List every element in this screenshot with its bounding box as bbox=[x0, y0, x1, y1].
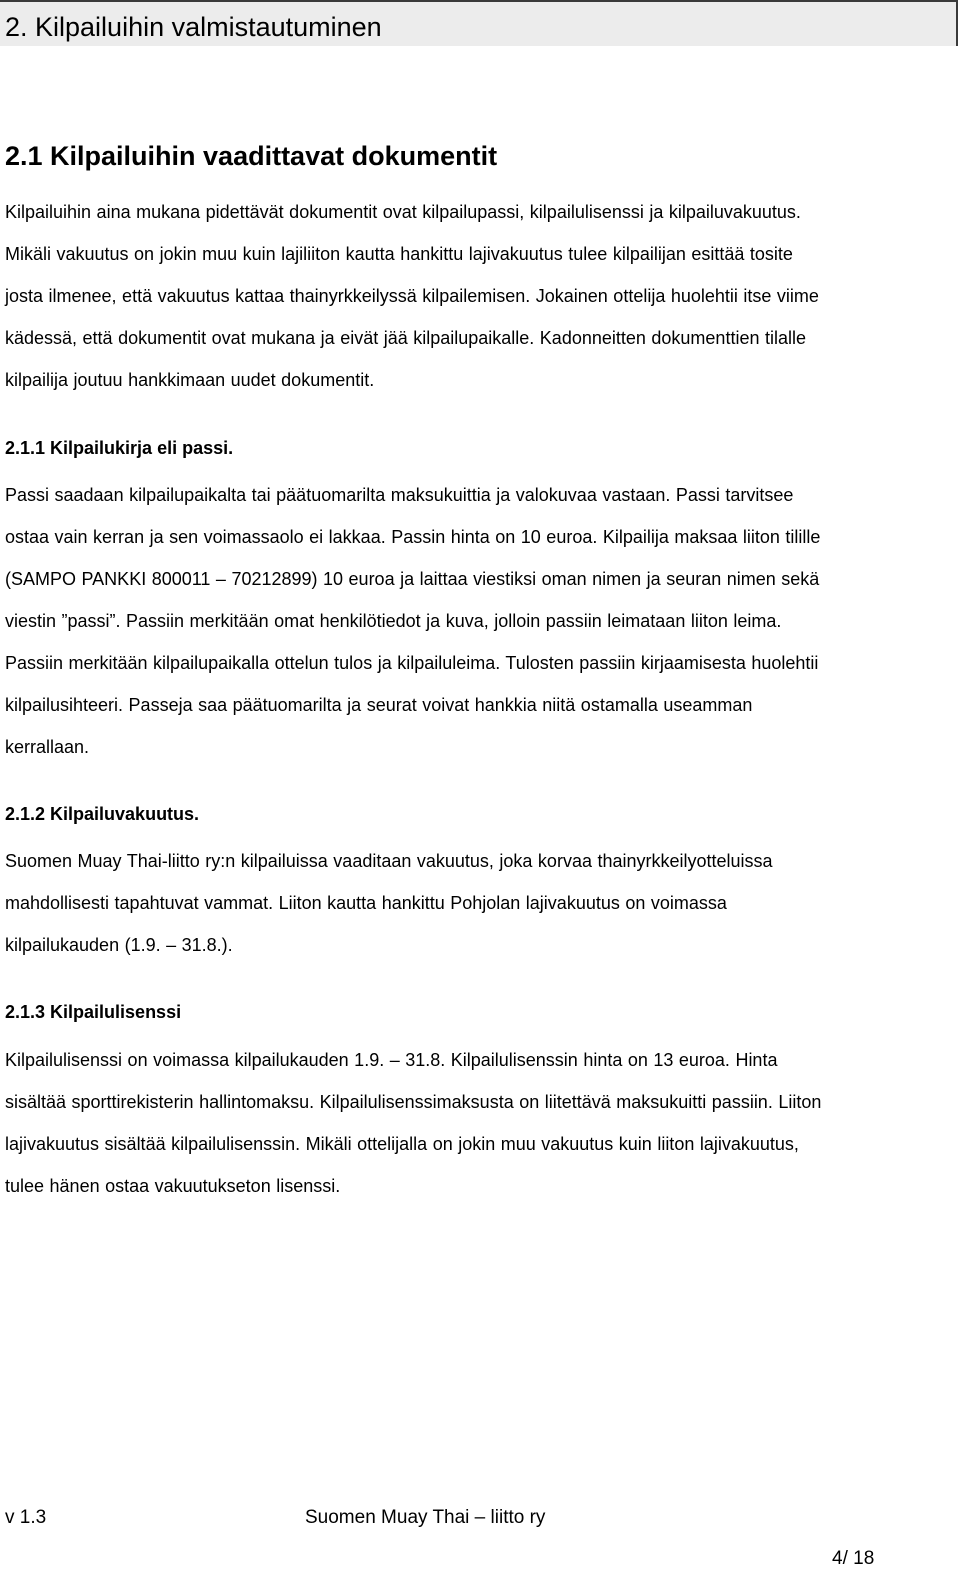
footer-page-number: 4/ 18 bbox=[832, 1548, 875, 1569]
subsection-heading-vakuutus: 2.1.2 Kilpailuvakuutus. bbox=[5, 804, 200, 824]
footer-organization: Suomen Muay Thai – liitto ry bbox=[305, 1507, 546, 1528]
paragraph-line: Passiin merkitään kilpailupaikalla ottelun tulos ja kilpailuleima. Tulosten passiin kirjaamisesta huolehtii bbox=[5, 653, 819, 673]
paragraph-line: Kilpailulisenssi on voimassa kilpailukauden 1.9. – 31.8. Kilpailulisenssin hinta on 13 euroa. Hinta bbox=[5, 1050, 778, 1070]
section-intro-paragraph bbox=[5, 191, 955, 401]
footer-version: v 1.3 bbox=[5, 1507, 47, 1528]
paragraph-line: josta ilmenee, että vakuutus kattaa thainyrkkeilyssä kilpailemisen. Jokainen ottelija huolehtii itse viime bbox=[5, 286, 819, 306]
paragraph-line: kerrallaan. bbox=[5, 737, 90, 757]
paragraph-line: kilpailukauden (1.9. – 31.8.). bbox=[5, 935, 233, 955]
paragraph-line: sisältää sporttirekisterin hallintomaksu. Kilpailulisenssimaksusta on liitettävä maksukuitti passiin. Liiton bbox=[5, 1092, 822, 1112]
paragraph-line: Kilpailuihin aina mukana pidettävät dokumentit ovat kilpailupassi, kilpailulisenssi ja kilpailuvakuutus. bbox=[5, 202, 801, 222]
paragraph-line: lajivakuutus sisältää kilpailulisenssin. Mikäli ottelijalla on jokin muu vakuutus kuin liiton lajivakuutus, bbox=[5, 1134, 799, 1154]
paragraph-line: kilpailija joutuu hankkimaan uudet dokumentit. bbox=[5, 370, 375, 390]
paragraph-line: tulee hänen ostaa vakuutukseton lisenssi. bbox=[5, 1176, 341, 1196]
paragraph-line: (SAMPO PANKKI 800011 – 70212899) 10 euroa ja laittaa viestiksi oman nimen ja seuran nimen sekä bbox=[5, 569, 820, 589]
paragraph-line: kilpailusihteeri. Passeja saa päätuomarilta ja seurat voivat hankkia niitä ostamalla useamman bbox=[5, 695, 753, 715]
subsection-paragraph-passi bbox=[5, 474, 955, 768]
subsection-heading-passi: 2.1.1 Kilpailukirja eli passi. bbox=[5, 438, 234, 458]
chapter-title: 2. Kilpailuihin valmistautuminen bbox=[5, 12, 382, 42]
subsection-paragraph-lisenssi bbox=[5, 1039, 955, 1207]
paragraph-line: ostaa vain kerran ja sen voimassaolo ei lakkaa. Passin hinta on 10 euroa. Kilpailija maksaa liiton tilille bbox=[5, 527, 821, 547]
paragraph-line: Suomen Muay Thai-liitto ry:n kilpailuissa vaaditaan vakuutus, joka korvaa thainyrkkeilyotteluissa bbox=[5, 851, 773, 871]
subsection-heading-lisenssi: 2.1.3 Kilpailulisenssi bbox=[5, 1002, 182, 1022]
paragraph-line: Passi saadaan kilpailupaikalta tai päätuomarilta maksukuittia ja valokuvaa vastaan. Passi tarvitsee bbox=[5, 485, 794, 505]
paragraph-line: mahdollisesti tapahtuvat vammat. Liiton kautta hankittu Pohjolan lajivakuutus on voimassa bbox=[5, 893, 727, 913]
paragraph-line: kädessä, että dokumentit ovat mukana ja eivät jää kilpailupaikalle. Kadonneitten dokumenttien tilalle bbox=[5, 328, 806, 348]
paragraph-line: viestin ”passi”. Passiin merkitään omat henkilötiedot ja kuva, jolloin passiin leimataan liiton leima. bbox=[5, 611, 782, 631]
paragraph-line: Mikäli vakuutus on jokin muu kuin lajiliiton kautta hankittu lajivakuutus tulee kilpailijan esittää tosite bbox=[5, 244, 793, 264]
subsection-paragraph-vakuutus bbox=[5, 840, 955, 966]
section-title: 2.1 Kilpailuihin vaadittavat dokumentit bbox=[5, 141, 498, 171]
